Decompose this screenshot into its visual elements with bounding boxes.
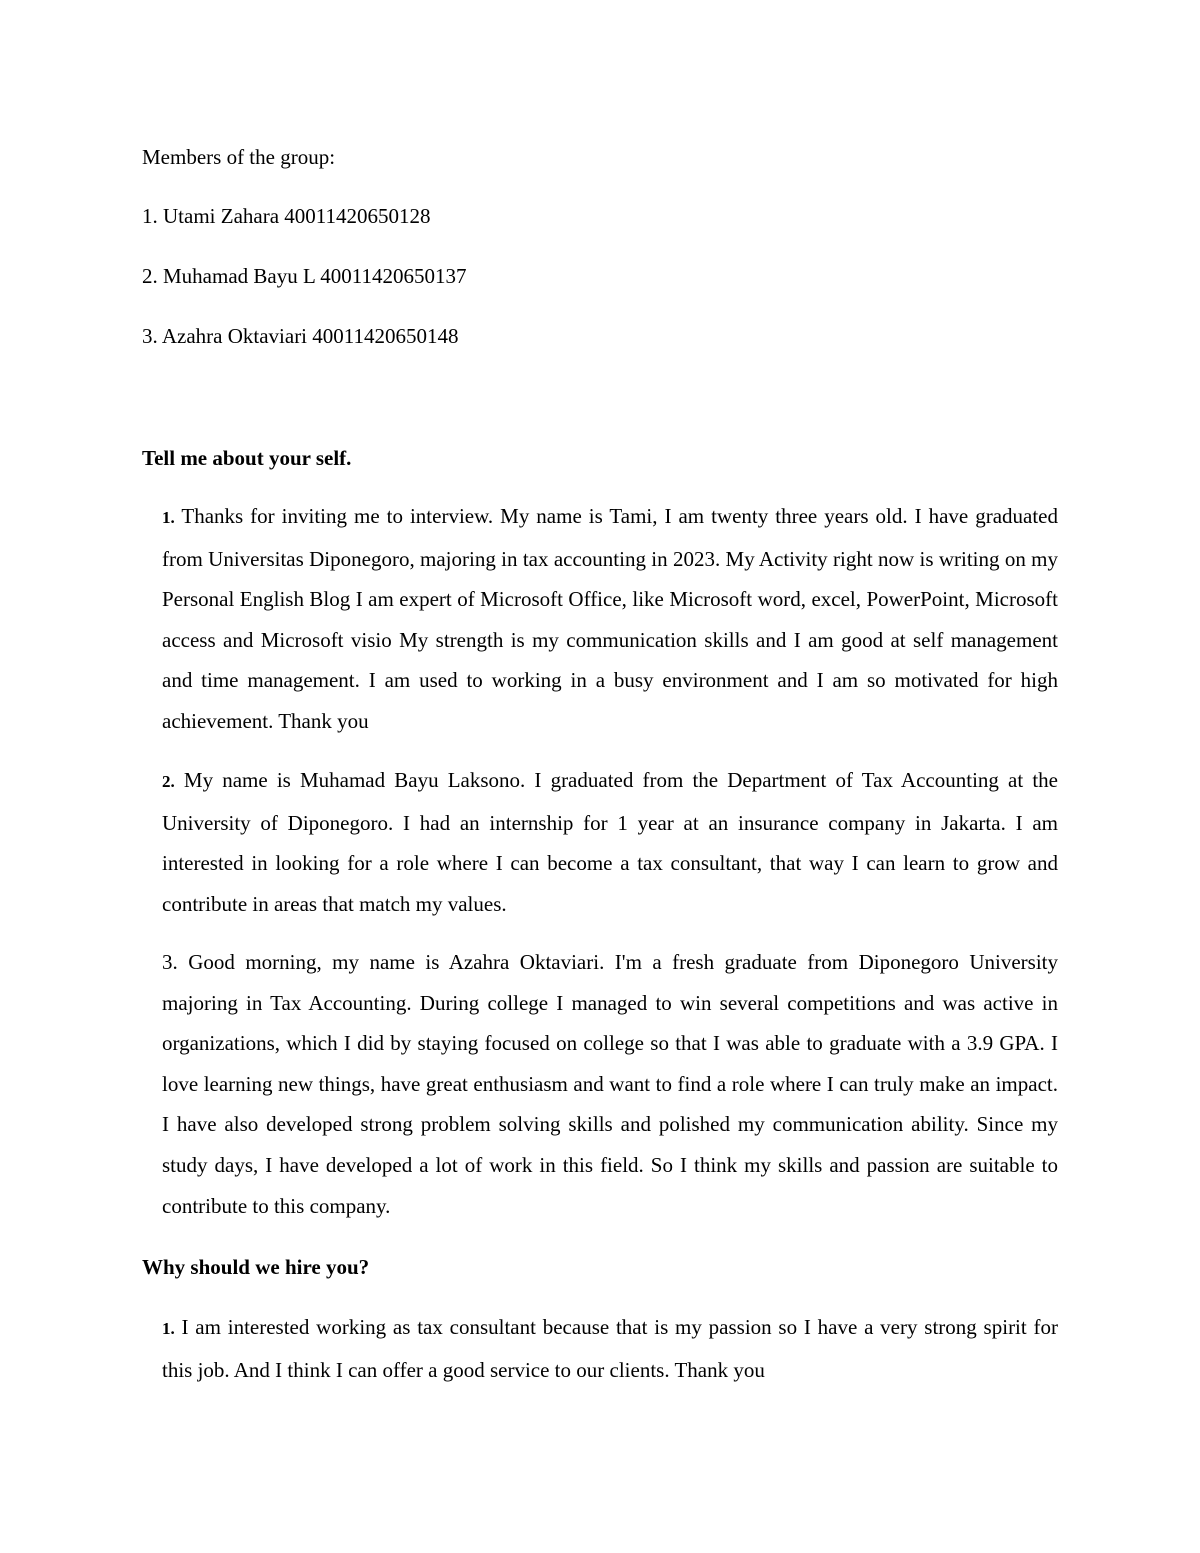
answer-paragraph <box>162 760 1058 924</box>
answer-text: Good morning, my name is Azahra Oktaviari. I'm a fresh graduate from Diponegoro University majoring in Tax Accounting. During college I managed to win several competitions and was active in organizations, which I did by staying focused on college so that I was able to graduate with a 3.9 GPA. I love learning new things, have great enthusiasm and want to find a role where I can truly make an impact. I have also developed strong problem solving skills and polished my communication ability. Since my study days, I have developed a lot of work in this field. So I think my skills and passion are suitable to contribute to this company. <box>162 950 1058 1218</box>
answer-number: 1. <box>162 508 175 527</box>
members-title: Members of the group: <box>142 145 336 169</box>
answer-text: My name is Muhamad Bayu Laksono. I graduated from the Department of Tax Accounting at the University of Diponegoro. I had an internship for 1 year at an insurance company in Jakarta. I am interested in looking for a role where I can become a tax consultant, that way I can learn to grow and contribute in areas that match my values. <box>162 768 1058 916</box>
answer-number: 1. <box>162 1319 175 1338</box>
answer-text: Thanks for inviting me to interview. My name is Tami, I am twenty three years old. I have graduated from Universitas Diponegoro, majoring in tax accounting in 2023. My Activity right now is writing on my Personal English Blog I am expert of Microsoft Office, like Microsoft word, excel, PowerPoint, Microsoft access and Microsoft visio My strength is my communication skills and I am good at self management and time management. I am used to working in a busy environment and I am so motivated for high achievement. Thank you <box>162 504 1059 733</box>
member-item: 1. Utami Zahara 40011420650128 <box>142 204 431 228</box>
section-heading-hire: Why should we hire you? <box>142 1255 370 1279</box>
answer-paragraph <box>162 496 1058 742</box>
answer-number: 3. <box>162 950 178 974</box>
answer-paragraph <box>162 1307 1058 1390</box>
answer-paragraph <box>162 942 1058 1226</box>
section-heading-about: Tell me about your self. <box>142 446 352 470</box>
member-item: 3. Azahra Oktaviari 40011420650148 <box>142 324 459 348</box>
answer-text: I am interested working as tax consultant because that is my passion so I have a very strong spirit for this job. And I think I can offer a good service to our clients. Thank you <box>162 1315 1058 1382</box>
member-item: 2. Muhamad Bayu L 40011420650137 <box>142 264 467 288</box>
answer-number: 2. <box>162 772 175 791</box>
